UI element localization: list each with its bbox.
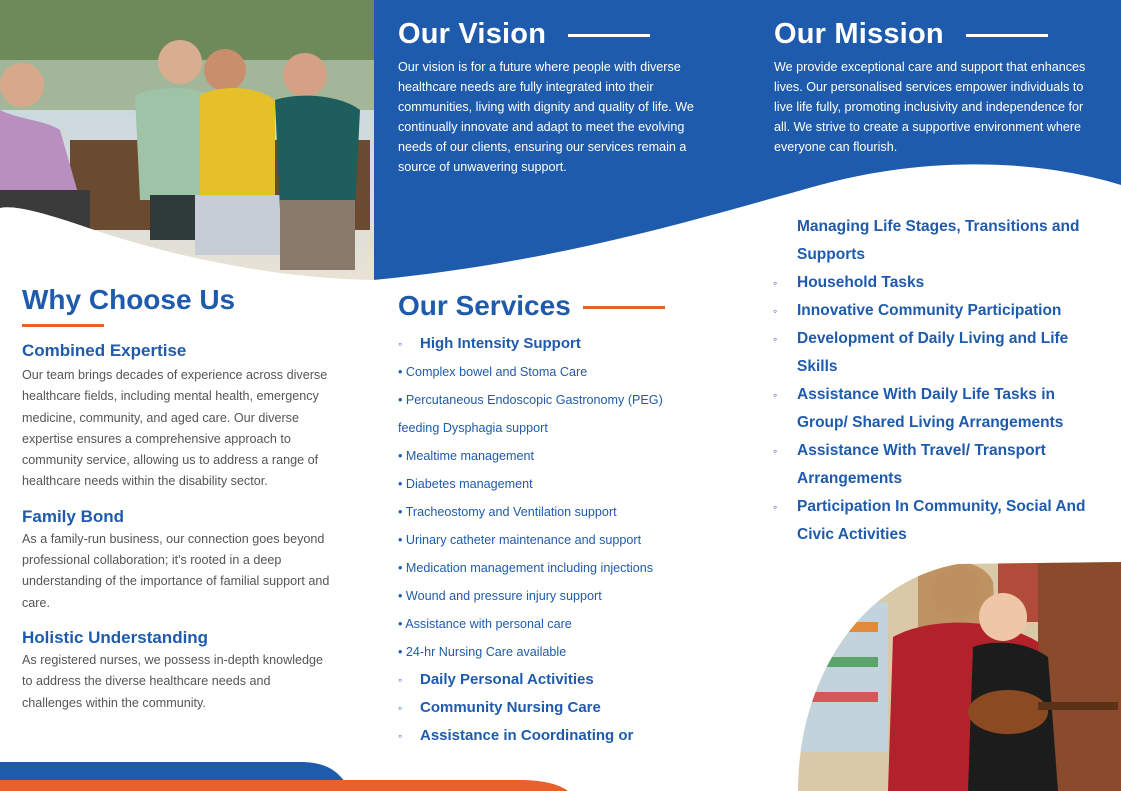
service-item: • Assistance with personal care: [398, 617, 572, 631]
service-item: feeding Dysphagia support: [398, 421, 548, 435]
circle-bullet-icon: ◦: [398, 673, 403, 687]
vision-text: Our vision is for a future where people with diverse healthcare needs are fully integrated into their communities, living with dignity and quality of life. We continually innovate and adapt to meet the evolving needs of our clients, ensuring our services remain a source of unwavering support.: [398, 60, 694, 174]
mission-title-rule: [966, 34, 1048, 37]
service-item: Managing Life Stages, Transitions and Supports: [797, 218, 1080, 263]
combined-expertise-heading: Combined Expertise: [22, 341, 187, 360]
services-list: [398, 330, 728, 750]
carer-ukulele-photo: [798, 562, 1121, 791]
services-section: [398, 290, 728, 750]
service-item: • Percutaneous Endoscopic Gastronomy (PEG): [398, 393, 663, 407]
circle-bullet-icon: ◦: [773, 444, 778, 458]
why-title-underline: [22, 324, 104, 327]
service-item: • Medication management including injections: [398, 561, 654, 575]
holistic-understanding-heading: Holistic Understanding: [22, 627, 209, 647]
why-title: Why Choose Us: [22, 284, 236, 315]
combined-expertise-text: Our team brings decades of experience across diverse healthcare fields, including mental health, emergency medicine, community, and aged care. Our diverse expertise ensures a comprehensive approach to community service, allowing us to address a range of healthcare needs within the disability sector.: [22, 368, 328, 489]
services-continued: [773, 213, 1102, 549]
circle-bullet-icon: ◦: [773, 304, 778, 318]
service-item: • 24-hr Nursing Care available: [398, 645, 567, 659]
service-item: ◦ Assistance in Coordinating or: [398, 722, 728, 750]
why-choose-us-section: [22, 284, 332, 714]
service-item: • Urinary catheter maintenance and support: [398, 533, 642, 547]
service-item: ◦ Community Nursing Care: [398, 694, 728, 722]
circle-bullet-icon: ◦: [398, 337, 403, 351]
service-item: ◦ Participation In Community, Social And Civic Activities: [797, 493, 1102, 549]
family-bond-text: As a family-run business, our connection goes beyond professional collaboration; it's rooted in a deep understanding of the importance of familial support and care.: [22, 531, 330, 610]
service-item: ◦ High Intensity Support: [398, 330, 728, 358]
circle-bullet-icon: ◦: [773, 500, 778, 514]
service-item: ◦ Development of Daily Living and Life Skills: [797, 325, 1102, 381]
service-item: ◦ Innovative Community Participation: [797, 297, 1102, 325]
family-bond-heading: Family Bond: [22, 506, 125, 526]
service-item: • Mealtime management: [398, 449, 535, 463]
mission-title: Our Mission: [774, 18, 1099, 51]
service-item: • Complex bowel and Stoma Care: [398, 365, 588, 379]
service-item: • Diabetes management: [398, 477, 533, 491]
service-item: ◦ Daily Personal Activities: [398, 666, 728, 694]
circle-bullet-icon: ◦: [398, 729, 403, 743]
services-title: Our Services: [398, 290, 728, 322]
circle-bullet-icon: ◦: [398, 701, 403, 715]
mission-text: We provide exceptional care and support that enhances lives. Our personalised services empower individuals to live life fully, promoting inclusivity and independence for all. We strive to create a supportive environment where everyone can flourish.: [774, 60, 1086, 154]
service-item: ◦ Assistance With Travel/ Transport Arrangements: [797, 437, 1102, 493]
circle-bullet-icon: ◦: [773, 332, 778, 346]
vision-title-rule: [568, 34, 650, 37]
circle-bullet-icon: ◦: [773, 388, 778, 402]
services-title-rule: [583, 306, 665, 309]
service-item: • Tracheostomy and Ventilation support: [398, 505, 617, 519]
service-item: ◦ Assistance With Daily Life Tasks in Group/ Shared Living Arrangements: [797, 381, 1102, 437]
vision-section: [398, 18, 718, 177]
circle-bullet-icon: ◦: [773, 276, 778, 290]
holistic-understanding-text: As registered nurses, we possess in-depth knowledge to address the diverse healthcare needs and challenges within the community.: [22, 652, 324, 710]
service-item: ◦ Household Tasks: [797, 269, 1102, 297]
services-continued-list: [773, 213, 1102, 549]
service-item: • Wound and pressure injury support: [398, 589, 602, 603]
footer-orange-band: [0, 780, 568, 791]
mission-section: [774, 18, 1099, 157]
group-photo: [0, 0, 374, 280]
vision-title: Our Vision: [398, 18, 718, 51]
